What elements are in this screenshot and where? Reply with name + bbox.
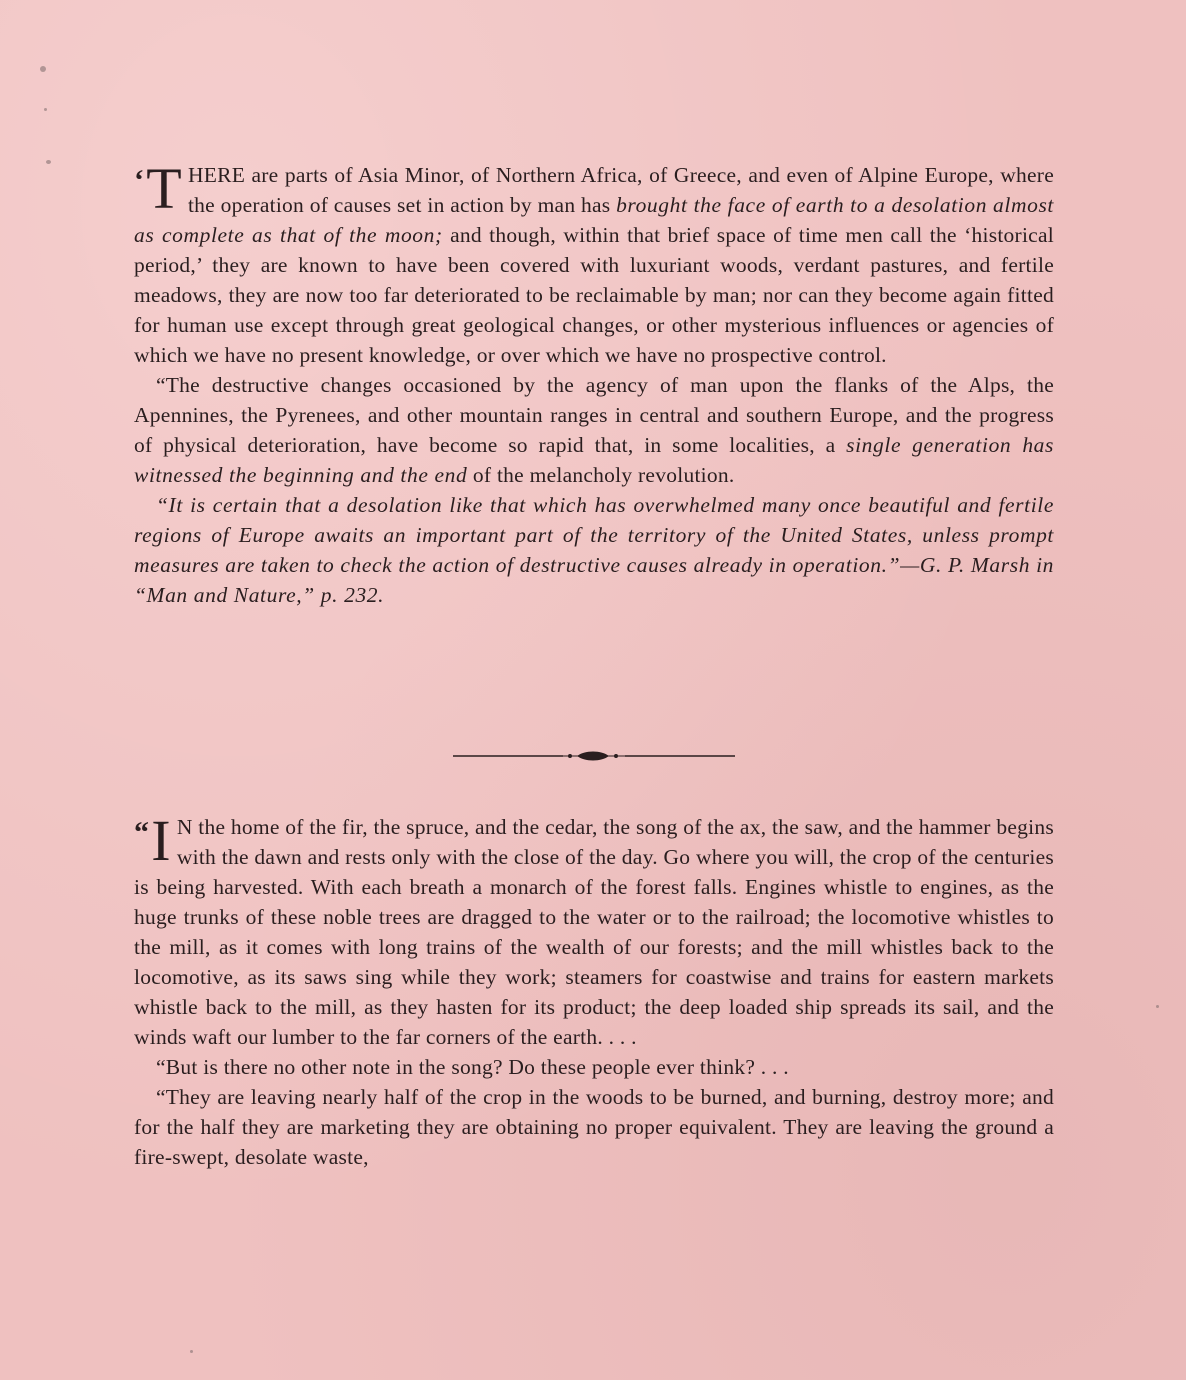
paragraph xyxy=(134,808,1054,1052)
drop-cap xyxy=(134,808,171,873)
paragraph xyxy=(134,370,1054,490)
text-run: “But is there no other note in the song? Do these people ever think? . . . xyxy=(156,1055,789,1079)
text-run: “The destructive changes occasioned by the agency of man upon the flanks of the Alps, the Apennines, the Pyrenees, and other mountain ranges in central and southern Europe, and the progress of physical deterioration, have become so rapid that, in some localities, a xyxy=(134,373,1054,457)
paragraph xyxy=(134,1052,1054,1082)
italic-text-run: single generation has witnessed the beginning and the end xyxy=(134,433,1054,487)
ornamental-rule-icon xyxy=(453,748,735,764)
text-run: “They are leaving nearly half of the crop in the woods to be burned, and burning, destroy more; and for the half they are marketing they are obtaining no proper equivalent. They are leaving the ground a fire-swept, desolate waste, xyxy=(134,1085,1054,1169)
paper-speck xyxy=(190,1350,193,1353)
open-quote: ‘ xyxy=(134,164,145,197)
paper-speck xyxy=(44,108,47,111)
italic-text-run: “It is certain that a desolation like that which has overwhelmed many once beautiful and fertile regions of Europe awaits an important part of the territory of the United States, unless prompt measures are taken to check the action of destructive causes already in operation.”—G. P. Marsh in “Man and Nature,” p. 232. xyxy=(134,493,1054,607)
text-run: of the melancholy revolution. xyxy=(467,463,735,487)
italic-text-run: brought the face of earth to a desolation almost as complete as that of the moon; xyxy=(134,193,1054,247)
drop-cap-letter: T xyxy=(146,156,182,221)
paragraph xyxy=(134,1082,1054,1172)
paper-speck xyxy=(1156,1005,1159,1008)
paragraph xyxy=(134,490,1054,610)
open-quote: “ xyxy=(134,816,150,849)
passage-marsh xyxy=(134,156,1054,610)
passage-lumber xyxy=(134,808,1054,1172)
text-run: N the home of the fir, the spruce, and the cedar, the song of the ax, the saw, and the hammer begins with the dawn and rests only with the close of the day. Go where you will, the crop of the centuries is being harvested. With each breath a monarch of the forest falls. Engines whistle to engines, as the huge trunks of these noble trees are dragged to the water or to the railroad; the locomotive whistles to the mill, as it comes with long trains of the wealth of our forests; and the mill whistles back to the locomotive, as its saws sing while they work; steamers for coastwise and trains for eastern markets whistle back to the mill, as they hasten for its product; the deep loaded ship spreads its sail, and the winds waft our lumber to the far corners of the earth. . . . xyxy=(134,815,1054,1049)
drop-cap xyxy=(134,156,182,221)
paper-speck xyxy=(40,66,46,72)
text-run: HERE are parts of Asia Minor, of Northern Africa, of Greece, and even of Alpine Europe, where the operation of causes set in action by man has xyxy=(187,163,1054,217)
paragraph xyxy=(134,156,1054,370)
paper-speck xyxy=(46,160,51,164)
text-run: and though, within that brief space of time men call the ‘historical period,’ they are known to have been covered with luxuriant woods, verdant pastures, and fertile meadows, they are now too far deteriorated to be reclaimable by man; nor can they become again fitted for human use except through great geological changes, or other mysterious influences or agencies of which we have no present knowledge, or over which we have no prospective control. xyxy=(134,223,1054,367)
drop-cap-letter: I xyxy=(151,808,171,873)
